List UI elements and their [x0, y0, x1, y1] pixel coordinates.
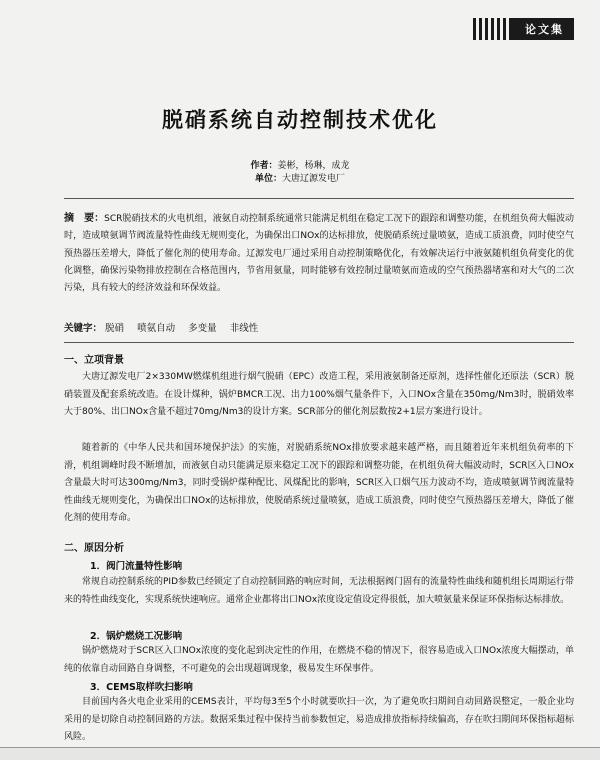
article-title: 脱硝系统自动控制技术优化 [162, 107, 438, 132]
abstract-text: SCR脱硝技术的火电机组，液氨自动控制系统通常只能满足机组在稳定工况下的跟踪和调整功能，在机组负荷大幅波动时，造成喷氨调节阀流量特性曲线无规则变化，为确保出口NOx的达标排放，使脱硝系统过量喷氨，造成工质浪费，同时使空气预热器压差增大，降低了催化剂的使用寿命。辽源发电厂通过采用自动控制策略优化，有效解决运行中液氨随机组负荷变化的优化调整，确保污染物排放控制在合格范围内，节省用氨量，同时能够有效控制过量喷氨而造成的空气预热器堵塞和对大气的二次污染，具有较大的经济效益和环保效益。 [64, 214, 575, 294]
keyword: 多变量 [188, 323, 217, 334]
page-footer-bar [0, 747, 600, 760]
keyword: 非线性 [229, 323, 259, 334]
byline [0, 160, 600, 186]
divider-bottom [64, 342, 574, 343]
authors-label: 作者： [250, 161, 278, 171]
keywords-label: 关键字： [64, 323, 103, 334]
divider-top [64, 198, 574, 199]
authors: 姜彬，杨琳，成龙 [277, 161, 350, 171]
abstract [64, 210, 574, 297]
unit-line [0, 173, 600, 186]
authors-line [0, 160, 600, 173]
paragraph: 常规自动控制系统的PID参数已经锁定了自动控制回路的响应时间，无法根据阀门固有的流量特性曲线和随机组长周期运行带来的特性曲线变化，实现系统快速响应。通常企业都将出口NOx浓度设定值设定得很低，加大喷氨量来保证环保指标达标排放。 [64, 577, 575, 605]
subheading-2: 2．锅炉燃烧工况影响 [90, 631, 183, 642]
unit-label: 单位： [254, 174, 282, 184]
section-heading-2: 二、原因分析 [64, 543, 124, 554]
keyword: 脱硝 [105, 323, 125, 334]
section-heading-1: 一、立项背景 [64, 355, 124, 366]
keywords [64, 322, 574, 336]
paragraph: 目前国内各火电企业采用的CEMS表计，平均每3至5个小时就要吹扫一次，为了避免吹扫期间自动回路误整定，一般企业均采用的是切除自动控制回路的方法。数据采集过程中保持当前参数恒定，易造成排放指标持续偏高，存在吹扫期间环保指标超标风险。 [64, 697, 574, 743]
paragraph: 锅炉燃烧对于SCR区入口NOx浓度的变化起到决定性的作用，在燃烧不稳的情况下，很容易造成入口NOx浓度大幅摆动，单纯的依靠自动回路自身调整，不可避免的会出现超调现象，极易发生环保事件。 [64, 646, 574, 674]
unit: 大唐辽源发电厂 [282, 174, 346, 184]
section-tag: 论文集 [511, 18, 574, 40]
abstract-label: 摘 要： [64, 213, 105, 224]
paragraph: 随着新的《中华人民共和国环境保护法》的实施，对脱硝系统NOx排放要求越来越严格，而且随着近年来机组负荷率的下滑，机组调峰时段不断增加，而液氨自动只能满足原来稳定工况下的跟踪和调整功能，在机组负荷大幅波动时，SCR区入口NOx含量最大时可达300mg/Nm3，同时受锅炉煤种配比、风煤配比的影响，SCR区入口烟气压力波动不均，造成喷氨调节阀流量特性曲线无规则变化，为确保出口NOx的达标排放，使脱硝系统过量喷氨，造成工质浪费，同时使空气预热器压差增大，降低了催化剂的使用寿命。 [64, 443, 574, 524]
subheading-1: 1．阀门流量特性影响 [90, 561, 183, 572]
subheading-3: 3．CEMS取样吹扫影响 [90, 682, 193, 693]
paragraph: 大唐辽源发电厂2×330MW燃煤机组进行烟气脱硝（EPC）改造工程，采用液氨制备还原剂，选择性催化还原法（SCR）脱硝装置及配套系统改造。在设计煤种，锅炉BMCR工况、出力100%烟气量条件下，入口NOx含量在350mg/Nm3时，脱硝效率大于80%、出口NOx含量不超过70mg/Nm3的设计方案。SCR部分的催化剂层数按2+1层方案进行设计。 [64, 372, 574, 418]
keyword: 喷氨自动 [137, 323, 176, 334]
